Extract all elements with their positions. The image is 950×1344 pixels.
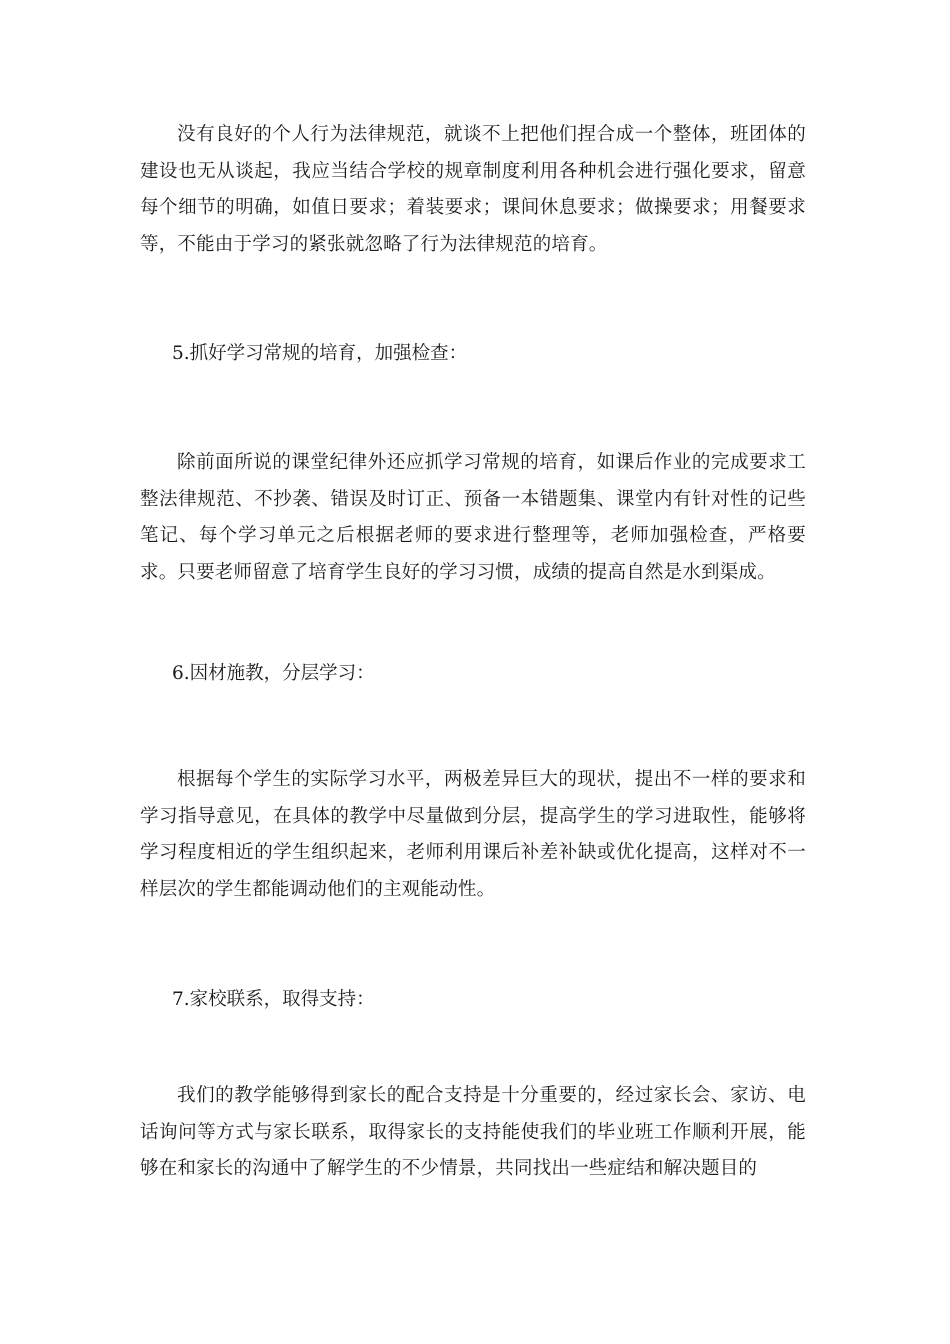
section-heading-7: 7.家校联系，取得支持： — [172, 989, 375, 1010]
section-heading-6: 6.因材施教，分层学习： — [172, 663, 375, 684]
body-paragraph-study-routines: 除前面所说的课堂纪律外还应抓学习常规的培育，如课后作业的完成要求工整法律规范、不抄袭、错误及时订正、预备一本错题集、课堂内有针对性的记些笔记、每个学习单元之后根据老师的要求进行整理等，老师加强检查，严格要求。只要老师留意了培育学生良好的学习习惯，成绩的提高自然是水到渠成。 — [140, 452, 806, 583]
body-paragraph-tiered-learning: 根据每个学生的实际学习水平，两极差异巨大的现状，提出不一样的要求和学习指导意见，在具体的教学中尽量做到分层，提高学生的学习进取性，能够将学习程度相近的学生组织起来，老师利用课后补差补缺或优化提高，这样对不一样层次的学生都能调动他们的主观能动性。 — [140, 769, 806, 900]
body-paragraph-home-school-contact: 我们的教学能够得到家长的配合支持是十分重要的，经过家长会、家访、电话询问等方式与家长联系，取得家长的支持能使我们的毕业班工作顺利开展，能够在和家长的沟通中了解学生的不少情景，共同找出一些症结和解决题目的 — [140, 1085, 806, 1179]
section-heading-5: 5.抓好学习常规的培育，加强检查： — [172, 343, 468, 364]
body-paragraph-behavior-norms: 没有良好的个人行为法律规范，就谈不上把他们捏合成一个整体，班团体的建设也无从谈起，我应当结合学校的规章制度利用各种机会进行强化要求，留意每个细节的明确，如值日要求；着装要求；课间休息要求；做操要求；用餐要求等，不能由于学习的紧张就忽略了行为法律规范的培育。 — [140, 124, 806, 255]
